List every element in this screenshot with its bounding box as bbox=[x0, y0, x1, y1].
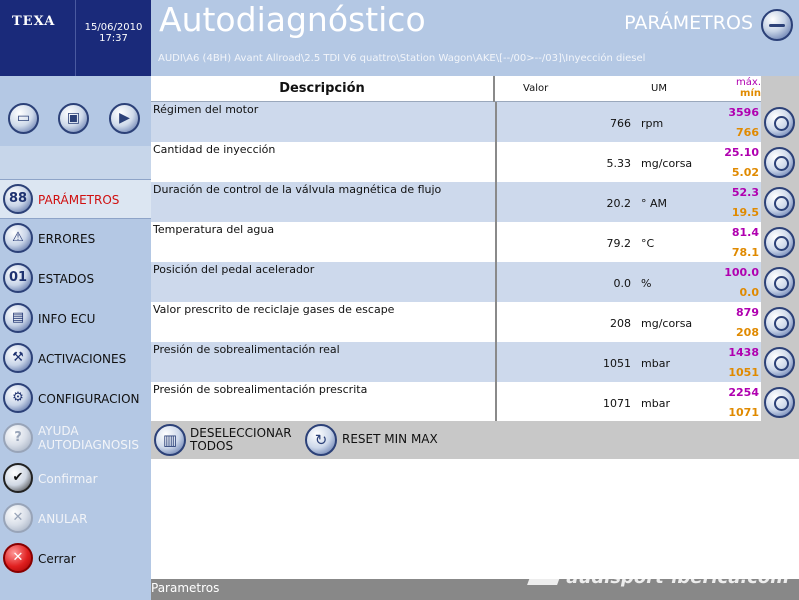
vehicle-breadcrumb: AUDI\A6 (4BH) Avant Allroad\2.5 TDI V6 quattro\Station Wagon\AKE\[--/00>--/03]\Inyección diesel bbox=[158, 53, 646, 64]
sidebar-item-info-ecu[interactable] bbox=[0, 299, 151, 339]
magnify-icon[interactable] bbox=[764, 227, 795, 258]
magnify-icon[interactable] bbox=[764, 347, 795, 378]
parameter-max: 1438 bbox=[728, 346, 759, 359]
sidebar-item-label: INFO ECU bbox=[38, 312, 96, 326]
check-icon: ✔ bbox=[3, 463, 33, 493]
parameter-max: 879 bbox=[736, 306, 759, 319]
sidebar-item-activaciones[interactable] bbox=[0, 339, 151, 379]
magnify-icon[interactable] bbox=[764, 387, 795, 418]
parameter-value: 5.33 bbox=[606, 157, 631, 170]
parameter-max: 25.10 bbox=[724, 146, 759, 159]
parameter-min: 1051 bbox=[728, 366, 759, 379]
column-header-description: Descripción bbox=[151, 76, 495, 102]
parameter-description: Presión de sobrealimentación real bbox=[153, 343, 340, 356]
parameter-description: Valor prescrito de reciclaje gases de escape bbox=[153, 303, 395, 316]
parameter-value: 79.2 bbox=[606, 237, 631, 250]
scrollbar-track[interactable] bbox=[761, 76, 799, 102]
table-row[interactable] bbox=[151, 222, 799, 262]
parameter-unit: mbar bbox=[641, 357, 670, 370]
datetime-box bbox=[75, 0, 151, 76]
column-separator bbox=[495, 342, 497, 382]
action-toolbar bbox=[151, 421, 799, 459]
column-separator bbox=[495, 142, 497, 182]
watermark bbox=[530, 567, 789, 588]
status-bar bbox=[151, 567, 799, 600]
help-label-line1: AYUDA bbox=[38, 424, 79, 438]
watermark-text: audisport-iberica.com bbox=[566, 567, 789, 588]
cancel-icon: ✕ bbox=[3, 503, 33, 533]
magnify-icon[interactable] bbox=[764, 307, 795, 338]
sidebar-item-label: CONFIGURACION bbox=[38, 392, 140, 406]
minimize-icon[interactable] bbox=[761, 9, 793, 41]
parameter-unit: % bbox=[641, 277, 652, 290]
column-separator bbox=[495, 182, 497, 222]
close-icon: ✕ bbox=[3, 543, 33, 573]
column-header-min: mín bbox=[740, 88, 761, 99]
parameter-description: Posición del pedal acelerador bbox=[153, 263, 315, 276]
parameters-table bbox=[151, 76, 799, 421]
parameter-description: Presión de sobrealimentación prescrita bbox=[153, 383, 368, 396]
parameter-min: 19.5 bbox=[731, 206, 759, 219]
app-title: Autodiagnóstico bbox=[159, 0, 426, 39]
trash-icon[interactable]: ▥ bbox=[154, 424, 186, 456]
parameter-max: 100.0 bbox=[724, 266, 759, 279]
parameter-max: 2254 bbox=[728, 386, 759, 399]
configuration-icon: ⚙ bbox=[3, 383, 33, 413]
table-row[interactable] bbox=[151, 302, 799, 342]
sidebar-item-anular[interactable] bbox=[0, 499, 151, 539]
sidebar bbox=[0, 76, 151, 600]
help-label-line2: AUTODIAGNOSIS bbox=[38, 438, 140, 452]
magnify-icon[interactable] bbox=[764, 187, 795, 218]
column-separator bbox=[495, 262, 497, 302]
parameter-value: 766 bbox=[610, 117, 631, 130]
sidebar-item-label: PARÁMETROS bbox=[38, 193, 120, 207]
column-header-unit: UM bbox=[651, 83, 667, 94]
parameter-unit: mg/corsa bbox=[641, 157, 693, 170]
sidebar-item-label: ACTIVACIONES bbox=[38, 352, 127, 366]
column-separator bbox=[495, 302, 497, 342]
parameter-value: 0.0 bbox=[613, 277, 631, 290]
parameter-description: Duración de control de la válvula magnética de flujo bbox=[153, 183, 442, 196]
date-text: 15/06/2010 bbox=[84, 22, 143, 33]
parameter-value: 20.2 bbox=[606, 197, 631, 210]
sidebar-item-configuracion[interactable] bbox=[0, 379, 151, 419]
table-row[interactable] bbox=[151, 182, 799, 222]
sidebar-item-label: Confirmar bbox=[38, 472, 98, 486]
warning-icon: ⚠ bbox=[3, 223, 33, 253]
status-text: Parametros bbox=[151, 581, 220, 595]
status-icon: 01 bbox=[3, 263, 33, 293]
table-header bbox=[151, 76, 761, 102]
reset-icon[interactable]: ↻ bbox=[305, 424, 337, 456]
watermark-logo bbox=[527, 569, 563, 585]
sidebar-item-confirmar[interactable] bbox=[0, 459, 151, 499]
sidebar-item-parametros[interactable] bbox=[0, 179, 151, 219]
parameter-max: 3596 bbox=[728, 106, 759, 119]
table-row[interactable] bbox=[151, 102, 799, 142]
sidebar-item-errores[interactable] bbox=[0, 219, 151, 259]
column-header-value: Valor bbox=[523, 83, 549, 94]
magnify-icon[interactable] bbox=[764, 147, 795, 178]
parameters-icon: 88 bbox=[3, 184, 33, 214]
parameter-unit: °C bbox=[641, 237, 655, 250]
parameter-unit: ° AM bbox=[641, 197, 668, 210]
reset-min-max-button[interactable]: RESET MIN MAX bbox=[342, 432, 438, 446]
deselect-label-line1: DESELECCIONAR bbox=[190, 426, 292, 440]
sidebar-item-cerrar[interactable] bbox=[0, 539, 151, 579]
parameter-min: 1071 bbox=[728, 406, 759, 419]
column-separator bbox=[495, 382, 497, 422]
parameter-value: 1051 bbox=[603, 357, 631, 370]
table-row[interactable] bbox=[151, 382, 799, 422]
column-header-max: máx. bbox=[736, 77, 761, 88]
activations-icon: ⚒ bbox=[3, 343, 33, 373]
camera-icon[interactable]: ▣ bbox=[58, 103, 89, 134]
parameter-value: 1071 bbox=[603, 397, 631, 410]
quick-toolbar bbox=[0, 76, 151, 146]
column-separator bbox=[495, 102, 497, 142]
help-icon: ? bbox=[3, 423, 33, 453]
parameter-max: 52.3 bbox=[731, 186, 759, 199]
parameter-unit: rpm bbox=[641, 117, 664, 130]
table-row[interactable] bbox=[151, 142, 799, 182]
sidebar-item-label: ESTADOS bbox=[38, 272, 95, 286]
table-row[interactable] bbox=[151, 262, 799, 302]
column-header-max-min bbox=[701, 76, 761, 99]
ecu-icon: ▤ bbox=[3, 303, 33, 333]
sidebar-spacer bbox=[0, 146, 151, 181]
magnify-icon[interactable] bbox=[764, 267, 795, 298]
parameter-min: 5.02 bbox=[731, 166, 759, 179]
parameter-min: 208 bbox=[736, 326, 759, 339]
deselect-label-line2: TODOS bbox=[190, 439, 234, 453]
parameter-min: 78.1 bbox=[731, 246, 759, 259]
sidebar-item-estados[interactable] bbox=[0, 259, 151, 299]
parameter-min: 766 bbox=[736, 126, 759, 139]
parameter-max: 81.4 bbox=[731, 226, 759, 239]
sidebar-item-label bbox=[38, 424, 139, 452]
parameter-unit: mg/corsa bbox=[641, 317, 693, 330]
header-bar bbox=[151, 0, 799, 76]
parameter-min: 0.0 bbox=[739, 286, 759, 299]
parameter-unit: mbar bbox=[641, 397, 670, 410]
column-separator bbox=[495, 222, 497, 262]
play-icon[interactable]: ▶ bbox=[109, 103, 140, 134]
magnify-icon[interactable] bbox=[764, 107, 795, 138]
parameter-description: Régimen del motor bbox=[153, 103, 259, 116]
sidebar-item-label: ERRORES bbox=[38, 232, 96, 246]
time-text: 17:37 bbox=[99, 33, 128, 44]
section-title: PARÁMETROS bbox=[624, 12, 753, 34]
parameter-description: Cantidad de inyección bbox=[153, 143, 276, 156]
sidebar-item-label: Cerrar bbox=[38, 552, 76, 566]
deselect-all-button[interactable] bbox=[190, 427, 292, 453]
printer-icon[interactable]: ▭ bbox=[8, 103, 39, 134]
table-row[interactable] bbox=[151, 342, 799, 382]
texa-logo: TEXA bbox=[0, 0, 75, 76]
sidebar-item-label: ANULAR bbox=[38, 512, 88, 526]
sidebar-item-ayuda[interactable] bbox=[0, 419, 151, 459]
parameter-description: Temperatura del agua bbox=[153, 223, 275, 236]
parameter-value: 208 bbox=[610, 317, 631, 330]
